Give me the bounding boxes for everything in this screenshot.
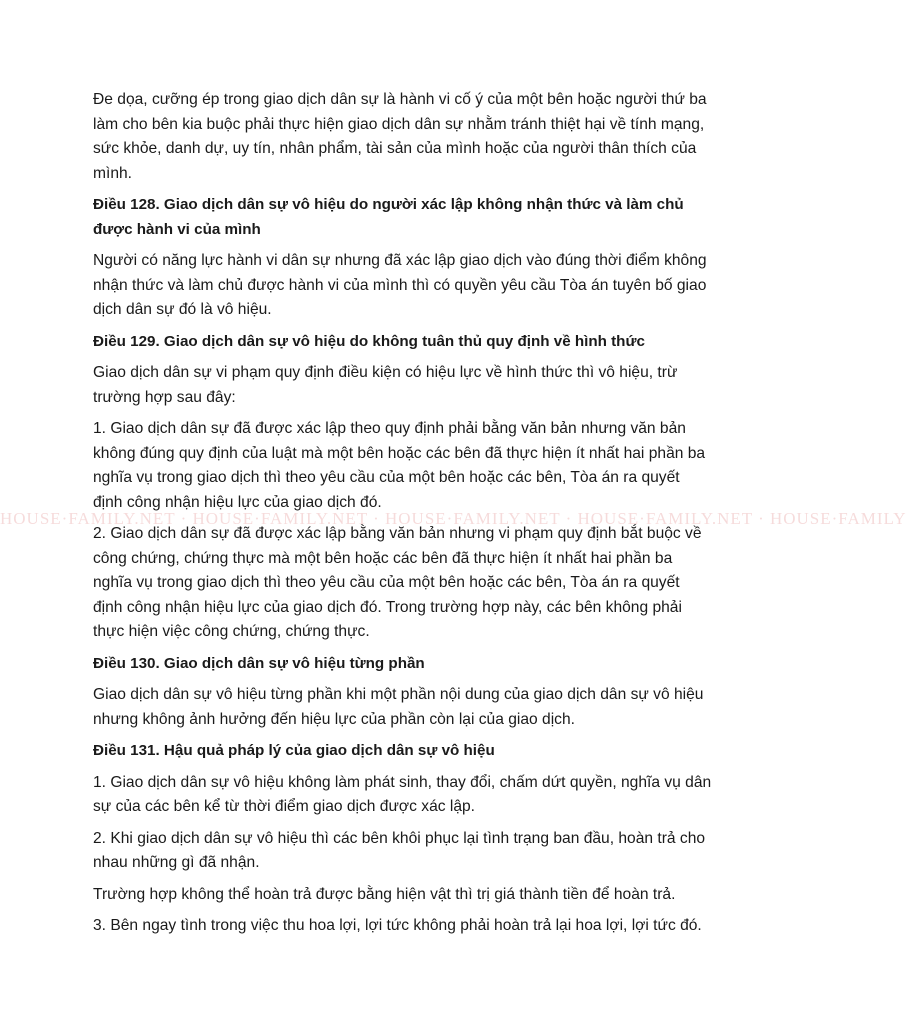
article-131-clause-2: 2. Khi giao dịch dân sự vô hiệu thì các bên khôi phục lại tình trạng ban đầu, hoàn trả cho nhau những gì đã nhận. (93, 829, 706, 871)
watermark-band: HOUSE·FAMILY.NET · HOUSE·FAMILY.NET · HOUSE·FAMILY.NET · HOUSE·FAMILY.NET · HOUSE·FAMILY (0, 509, 907, 528)
article-129-heading: Điều 129. Giao dịch dân sự vô hiệu do không tuân thủ quy định về hình thức (93, 332, 645, 350)
article-130-body: Giao dịch dân sự vô hiệu từng phần khi một phần nội dung của giao dịch dân sự vô hiệu nhưng không ảnh hưởng đến hiệu lực của phần còn lại của giao dịch. (93, 686, 704, 728)
article-128-heading: Điều 128. Giao dịch dân sự vô hiệu do người xác lập không nhận thức và làm chủ được hành vi của mình (93, 196, 684, 238)
article-129-intro: Giao dịch dân sự vi phạm quy định điều kiện có hiệu lực về hình thức thì vô hiệu, trừ trường hợp sau đây: (93, 364, 678, 406)
article-129-clause-2: 2. Giao dịch dân sự đã được xác lập bằng văn bản nhưng vi phạm quy định bắt buộc về công chứng, chứng thực mà một bên hoặc các bên đã thực hiện ít nhất hai phần ba nghĩa vụ trong giao dịch thì theo yêu cầu của một bên hoặc các bên, Tòa án ra quyết định công nhận hiệu lực của giao dịch đó. Trong trường hợp này, các bên không phải thực hiện việc công chứng, chứng thực. (93, 525, 702, 640)
article-131-heading: Điều 131. Hậu quả pháp lý của giao dịch dân sự vô hiệu (93, 742, 495, 759)
article-129-clause-1: 1. Giao dịch dân sự đã được xác lập theo quy định phải bằng văn bản nhưng văn bản không đúng quy định của luật mà một bên hoặc các bên đã thực hiện ít nhất hai phần ba nghĩa vụ trong giao dịch thì theo yêu cầu của một bên hoặc các bên, Tòa án ra quyết định công nhận hiệu lực của giao dịch đó. (93, 420, 706, 511)
article-131-clause-2-note: Trường hợp không thể hoàn trả được bằng hiện vật thì trị giá thành tiền để hoàn trả. (93, 885, 676, 903)
article-128-body: Người có năng lực hành vi dân sự nhưng đã xác lập giao dịch vào đúng thời điểm không nhận thức và làm chủ được hành vi của mình thì có quyền yêu cầu Tòa án tuyên bố giao dịch dân sự đó là vô hiệu. (93, 252, 707, 318)
article-131-clause-1: 1. Giao dịch dân sự vô hiệu không làm phát sinh, thay đổi, chấm dứt quyền, nghĩa vụ dân sự của các bên kể từ thời điểm giao dịch được xác lập. (93, 773, 712, 815)
article-130-heading: Điều 130. Giao dịch dân sự vô hiệu từng phần (93, 654, 425, 672)
article-131-clause-3: 3. Bên ngay tình trong việc thu hoa lợi, lợi tức không phải hoàn trả lại hoa lợi, lợi tức đó. (93, 917, 702, 934)
paragraph-threat-coercion: Đe dọa, cưỡng ép trong giao dịch dân sự là hành vi cố ý của một bên hoặc người thứ ba làm cho bên kia buộc phải thực hiện giao dịch dân sự nhằm tránh thiệt hại về tính mạng, sức khỏe, danh dự, uy tín, nhân phẩm, tài sản của mình hoặc của người thân thích của mình. (93, 91, 707, 182)
document-page (93, 88, 713, 946)
